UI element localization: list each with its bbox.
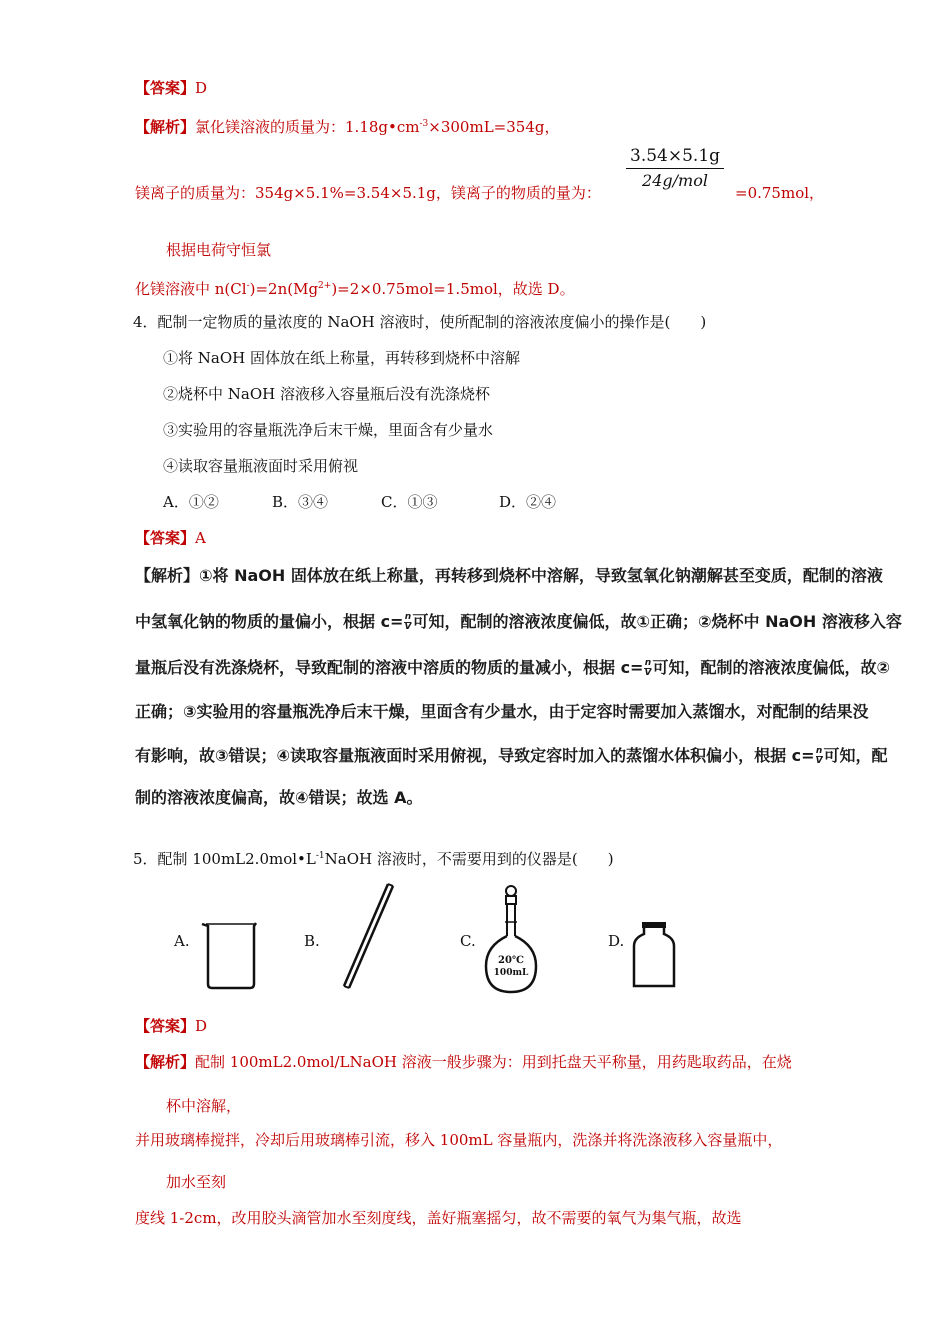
analysis-text: )=2n(Mg bbox=[249, 280, 319, 298]
answer-value: D bbox=[195, 1017, 208, 1035]
answer-tag: 【答案】 bbox=[135, 79, 196, 97]
analysis-text: 有影响，故③错误；④读取容量瓶液面时采用俯视，导致定容时加入的蒸馏水体积偏小，根据 c= bbox=[135, 746, 815, 765]
fraction-v: V bbox=[815, 756, 823, 766]
q4-choice-a: A．①② bbox=[163, 493, 219, 511]
analysis-text: 可知，配制的溶液浓度偏低，故①正确；②烧杯中 NaOH 溶液移入容 bbox=[412, 612, 902, 631]
superscript: -1 bbox=[315, 851, 325, 861]
stem-text: 5．配制 100mL2.0mol•L bbox=[133, 850, 316, 868]
label-c: C. bbox=[460, 932, 476, 950]
fraction-n: n bbox=[644, 658, 652, 668]
fraction-v: V bbox=[404, 622, 412, 632]
answer-value: D bbox=[195, 79, 208, 97]
q4-analysis-line2 bbox=[135, 612, 902, 632]
q3-analysis-line2-rest: =0.75mol， bbox=[735, 184, 825, 202]
q3-analysis-line4 bbox=[135, 276, 575, 299]
n-over-v-fraction bbox=[816, 747, 823, 766]
analysis-text: )=2×0.75mol=1.5mol，故选 D。 bbox=[331, 280, 575, 298]
answer-value: A bbox=[195, 529, 206, 547]
q4-analysis-line5 bbox=[135, 746, 888, 766]
q4-stem: 4．配制一定物质的量浓度的 NaOH 溶液时，使所配制的溶液浓度偏小的操作是( ) bbox=[133, 313, 707, 331]
analysis-text: 量瓶后没有洗涤烧杯，导致配制的溶液中溶质的物质的量减小，根据 c= bbox=[135, 658, 644, 677]
analysis-text: 氯化镁溶液的质量为：1.18g•cm bbox=[195, 118, 420, 136]
fraction-v: V bbox=[644, 668, 652, 678]
stem-text: NaOH 溶液时，不需要用到的仪器是( ) bbox=[324, 850, 614, 868]
q5-analysis-line3: 并用玻璃棒搅拌，冷却后用玻璃棒引流，移入 100mL 容量瓶内，洗涤并将洗涤液移入容量瓶中， bbox=[135, 1131, 783, 1149]
gas-collecting-bottle-icon bbox=[630, 918, 678, 990]
superscript: 2+ bbox=[318, 281, 332, 291]
q4-option-2: ②烧杯中 NaOH 溶液移入容量瓶后没有洗涤烧杯 bbox=[163, 385, 490, 403]
q4-option-4: ④读取容量瓶液面时采用俯视 bbox=[163, 457, 359, 475]
q4-option-1: ①将 NaOH 固体放在纸上称量，再转移到烧杯中溶解 bbox=[163, 349, 520, 367]
label-a: A. bbox=[174, 932, 190, 950]
q3-fraction bbox=[626, 146, 724, 190]
glass-rod-icon bbox=[336, 880, 396, 992]
q3-analysis-line2: 镁离子的质量为：354g×5.1%=3.54×5.1g，镁离子的物质的量为： bbox=[135, 184, 601, 202]
q4-choice-c: C．①③ bbox=[381, 493, 438, 511]
q3-answer-line bbox=[135, 78, 207, 98]
analysis-tag: 【解析】 bbox=[135, 1053, 196, 1071]
analysis-text: 可知，配 bbox=[823, 746, 888, 765]
q4-option-3: ③实验用的容量瓶洗净后末干燥，里面含有少量水 bbox=[163, 421, 494, 439]
volumetric-flask-icon bbox=[480, 884, 542, 996]
fraction-n: n bbox=[404, 612, 412, 622]
superscript: - bbox=[246, 281, 250, 291]
superscript: -3 bbox=[419, 119, 429, 129]
answer-tag: 【答案】 bbox=[135, 529, 196, 547]
n-over-v-fraction bbox=[644, 659, 651, 678]
beaker-icon bbox=[198, 918, 260, 990]
q4-choice-b: B．③④ bbox=[272, 493, 329, 511]
n-over-v-fraction bbox=[404, 613, 411, 632]
q5-analysis-line2: 杯中溶解， bbox=[166, 1097, 242, 1115]
flask-label-temp: 20℃ bbox=[498, 955, 524, 966]
q5-stem bbox=[133, 846, 614, 869]
analysis-text: 可知，配制的溶液浓度偏低，故② bbox=[652, 658, 890, 677]
q4-choice-d: D．②④ bbox=[499, 493, 557, 511]
q5-analysis-line1 bbox=[135, 1052, 792, 1072]
q4-answer-line bbox=[135, 528, 206, 548]
fraction-numerator: 3.54×5.1g bbox=[626, 146, 724, 169]
q3-analysis-line1 bbox=[135, 114, 559, 137]
fraction-n: n bbox=[815, 746, 823, 756]
answer-tag: 【答案】 bbox=[135, 1017, 196, 1035]
analysis-text: 中氢氧化钠的物质的量偏小，根据 c= bbox=[135, 612, 404, 631]
q5-analysis-line4: 加水至刻 bbox=[166, 1173, 227, 1191]
q3-analysis-line3: 根据电荷守恒氯 bbox=[166, 241, 272, 259]
q5-answer-line bbox=[135, 1016, 207, 1036]
label-b: B. bbox=[304, 932, 320, 950]
q4-analysis-line6: 制的溶液浓度偏高，故④错误；故选 A。 bbox=[135, 788, 423, 807]
flask-label-volume: 100mL bbox=[493, 968, 529, 978]
q4-analysis-line1: 【解析】①将 NaOH 固体放在纸上称量，再转移到烧杯中溶解，导致氢氧化钠潮解甚至变质，配制的溶液 bbox=[135, 566, 883, 585]
analysis-tag: 【解析】 bbox=[135, 118, 196, 136]
label-d: D. bbox=[608, 932, 625, 950]
q4-analysis-line4: 正确；③实验用的容量瓶洗净后末干燥，里面含有少量水，由于定容时需要加入蒸馏水，对配制的结果没 bbox=[135, 702, 869, 721]
analysis-text: 化镁溶液中 n(Cl bbox=[135, 280, 247, 298]
fraction-denominator: 24g/mol bbox=[642, 171, 708, 190]
analysis-text: 配制 100mL2.0mol/LNaOH 溶液一般步骤为：用到托盘天平称量，用药匙取药品，在烧 bbox=[195, 1053, 792, 1071]
q4-analysis-line3 bbox=[135, 658, 890, 678]
q5-analysis-line5: 度线 1-2cm，改用胶头滴管加水至刻度线，盖好瓶塞摇匀，故不需要的氧气为集气瓶，故选 bbox=[135, 1209, 742, 1227]
analysis-text: ×300mL=354g， bbox=[428, 118, 560, 136]
